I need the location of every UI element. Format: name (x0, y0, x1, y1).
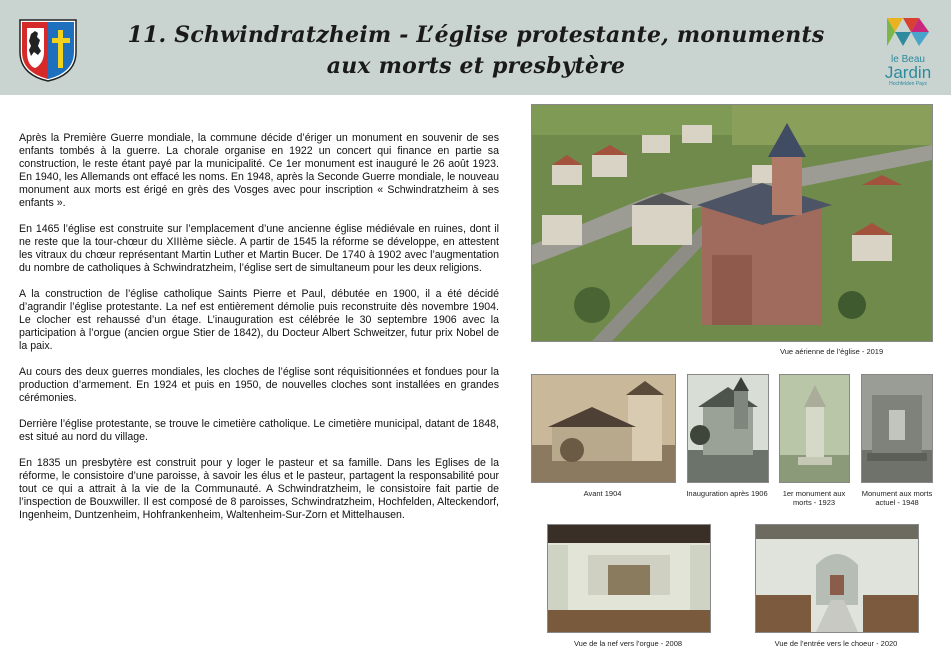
photo-inauguration (687, 374, 769, 483)
paragraph: En 1465 l’église est construite sur l’emplacement d’une ancienne église médiévale en ruines, dont il ne reste que la tour-chœur du XIIIème siècle. A partir de 1545 la réforme se développe, en attestent les vitraux du chœur représentant Martin Luther et Martin Bucer. De 1740 à 1902 avec l’augmentation du nombre de catholiques à Schwindratzheim, l’église sert de simultaneum pour les deux religions. (19, 223, 499, 274)
paragraph: Après la Première Guerre mondiale, la commune décide d’ériger un monument en souvenir de ses enfants tombés à la guerre. La chorale organise en 1922 un concert qui finance en partie sa construction, le reste étant payé par la municipalité. Ce 1er monument est inauguré le 26 août 1923. En 1940, les Allemands ont effacé les noms. En 1948, après la Seconde Guerre mondiale, le nouveau monument aux morts est érigé en grès des Vosges avec pour inscription « Schwindratzheim à ses enfants ». (19, 132, 499, 209)
caption-entree: Vue de l’entrée vers le choeur - 2020 (774, 639, 898, 648)
paragraph: En 1835 un presbytère est construit pour y loger le pasteur et sa famille. Dans les Eglises de la réforme, le consistoire d’une paroisse, à savoir les élus et le pasteur, partagent la responsabilité pour tout ce qui a attrait à la vie de la Communauté. A Schwindratzheim, le consistoire fait partie de l’inspection de Bouxwiller. Il est composé de 8 paroisses, Schwindratzheim, Hochfelden, Alteckendorf, Ingenheim, Duntzenheim, Hohfrankenheim, Waltenheim-Sur-Zorn et Mittelhausen. (19, 457, 499, 521)
photo-nef (547, 524, 711, 633)
logo-mark-icon (883, 16, 933, 48)
photo-entree (755, 524, 919, 633)
logo-line-2: Jardin (884, 63, 932, 82)
caption-aerial: Vue aérienne de l’église - 2019 (780, 347, 884, 356)
logo-line-3: Hochfelden Pays (889, 81, 927, 87)
title-line-2: aux morts et presbytère (326, 53, 626, 79)
paragraph: Au cours des deux guerres mondiales, les cloches de l’église sont réquisitionnées et fondues pour la production d’armement. En 1924 et puis en 1950, de nouvelles cloches sont installées en grandes cérémonies. (19, 366, 499, 404)
logo-line-1: le Beau (891, 54, 925, 65)
beau-jardin-logo (878, 16, 938, 86)
aerial-photo (531, 104, 933, 342)
caption-monument-2: Monument aux morts actuel - 1948 (861, 489, 933, 507)
caption-avant: Avant 1904 (583, 489, 622, 498)
paragraph: Derrière l’église protestante, se trouve le cimetière catholique. Le cimetière municipal, datant de 1848, est situé au nord du village. (19, 418, 499, 443)
page-title (120, 20, 832, 82)
header-band (0, 0, 951, 95)
caption-monument-1: 1er monument aux morts - 1923 (782, 489, 846, 507)
caption-nef: Vue de la nef vers l’orgue - 2008 (573, 639, 683, 648)
title-line-1: 11. Schwindratzheim - L’église protestante, monuments (127, 22, 825, 48)
photo-monument-1948 (861, 374, 933, 483)
caption-inauguration: Inauguration après 1906 (686, 489, 768, 498)
coat-of-arms-icon (18, 18, 78, 82)
photo-avant-1904 (531, 374, 676, 483)
photo-monument-1923 (779, 374, 850, 483)
paragraph: A la construction de l’église catholique Saints Pierre et Paul, débutée en 1900, il a été décidé d’agrandir l’église protestante. La nef est entièrement démolie puis reconstruite dès novembre 1904. Le clocher est rehaussé d’un étage. L’inauguration est célébrée le 30 septembre 1906 avec la participation à l’orgue (ancien orgue Stier de 1842), du Docteur Albert Schweitzer, futur prix Nobel de la paix. (19, 288, 499, 352)
body-text (19, 132, 499, 535)
